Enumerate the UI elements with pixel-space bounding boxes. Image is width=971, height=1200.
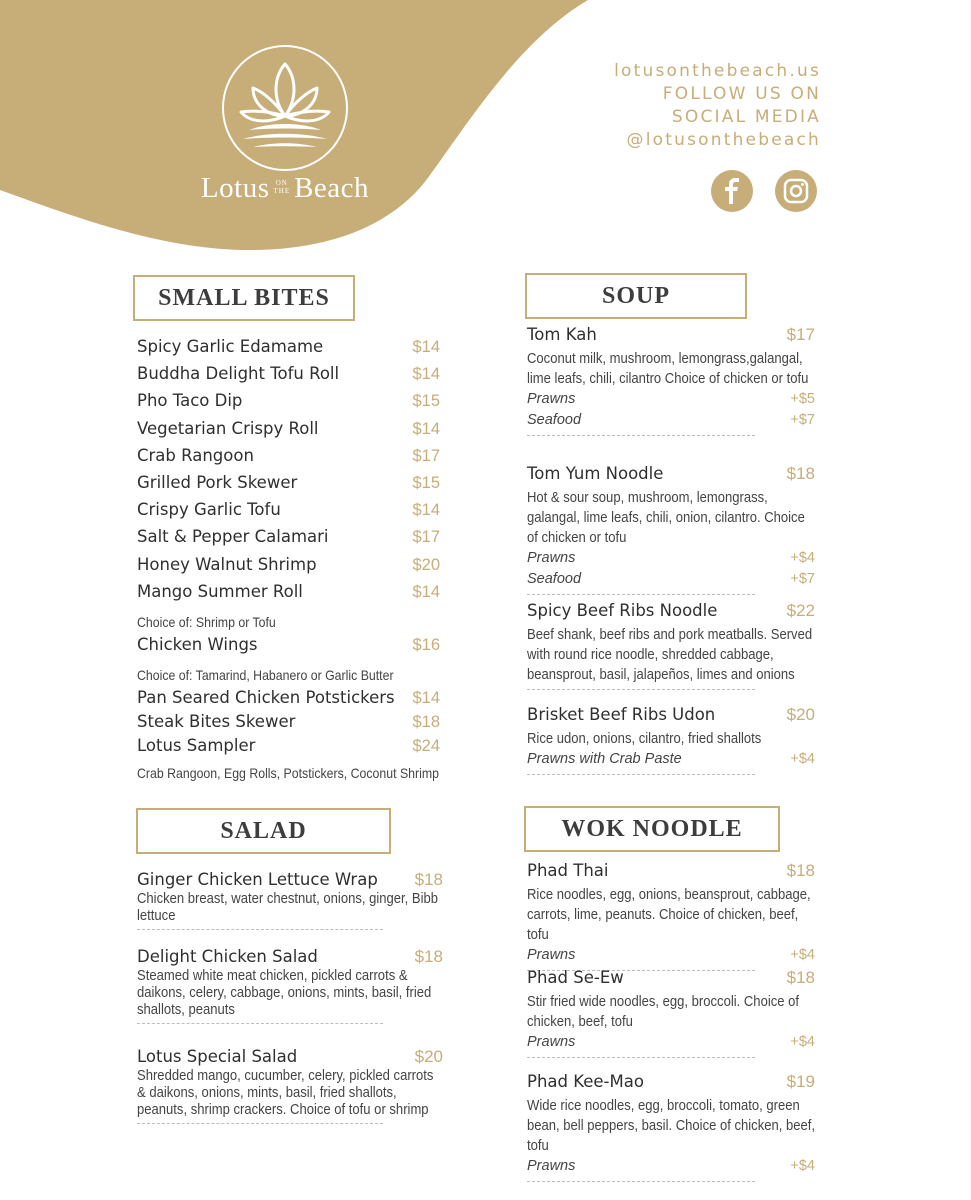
menu-item-name: Honey Walnut Shrimp — [137, 554, 317, 574]
menu-item — [137, 1047, 443, 1124]
menu-item-name: Tom Kah — [527, 325, 597, 344]
wok-noodle-title: WOK NOODLE — [524, 806, 780, 852]
menu-item — [527, 1072, 815, 1182]
brand-name: Lotus ON THE Beach — [200, 172, 370, 204]
menu-item — [527, 325, 815, 436]
item-note: Crab Rangoon, Egg Rolls, Potstickers, Coconut Shrimp — [137, 765, 439, 782]
menu-item — [137, 582, 440, 609]
addon-price: +$4 — [790, 1034, 815, 1050]
menu-item-price: $14 — [412, 501, 440, 520]
item-divider — [527, 689, 755, 690]
addon-label: Prawns — [527, 947, 576, 963]
menu-item-header — [527, 464, 815, 484]
menu-item-addon — [527, 1032, 815, 1053]
menu-item — [137, 391, 440, 418]
menu-item-price: $14 — [412, 582, 440, 601]
menu-item — [137, 688, 440, 712]
menu-item-addon — [527, 1156, 815, 1177]
menu-item-name: Pan Seared Chicken Potstickers — [137, 688, 395, 708]
menu-item-name: Phad Kee-Mao — [527, 1072, 644, 1091]
small-bites-list — [137, 337, 440, 786]
addon-price: +$4 — [790, 751, 815, 767]
menu-item-addon — [527, 548, 815, 569]
menu-item-addon — [527, 749, 815, 770]
menu-item-price: $15 — [412, 392, 440, 411]
item-divider — [137, 1023, 383, 1024]
menu-item-name: Spicy Beef Ribs Noodle — [527, 601, 718, 620]
addon-label: Prawns — [527, 1158, 576, 1174]
menu-item-description: Chicken breast, water chestnut, onions, ginger, Bibb lettuce — [137, 891, 439, 924]
menu-item-price: $22 — [786, 601, 815, 620]
menu-item-price: $18 — [786, 861, 815, 880]
item-divider — [527, 435, 755, 436]
menu-item-addon — [527, 569, 815, 590]
item-divider — [527, 1057, 755, 1058]
follow-line-2: SOCIAL MEDIA — [671, 107, 821, 127]
item-note: Choice of: Tamarind, Habanero or Garlic Butter — [137, 667, 394, 684]
menu-item — [527, 464, 815, 595]
menu-item-name: Crab Rangoon — [137, 445, 254, 465]
menu-item-price: $18 — [786, 968, 815, 987]
instagram-icon[interactable] — [775, 170, 817, 212]
facebook-icon[interactable] — [711, 170, 753, 212]
menu-item-description: Rice noodles, egg, onions, beansprout, cabbage, carrots, lime, peanuts. Choice of chicken, beef, tofu — [527, 887, 811, 943]
header-wave — [0, 0, 971, 260]
menu-item-price: $18 — [786, 464, 815, 483]
item-divider — [527, 1181, 755, 1182]
menu-item-price: $16 — [412, 635, 440, 654]
social-info — [614, 60, 821, 152]
menu-item — [137, 500, 440, 527]
menu-item-price: $14 — [412, 419, 440, 438]
menu-item-description: Coconut milk, mushroom, lemongrass,galangal, lime leafs, chili, cilantro Choice of chicken or tofu — [527, 351, 809, 387]
menu-item-name: Delight Chicken Salad — [137, 947, 318, 966]
addon-price: +$7 — [790, 412, 815, 428]
menu-item-description: Wide rice noodles, egg, broccoli, tomato, green bean, bell peppers, basil. Choice of chicken, beef, tofu — [527, 1098, 816, 1154]
menu-item-header — [137, 947, 443, 967]
menu-item-price: $14 — [412, 689, 440, 708]
menu-item-header — [137, 1047, 443, 1067]
menu-item — [527, 601, 815, 690]
website-link[interactable]: lotusonthebeach.us — [614, 61, 821, 81]
menu-item — [137, 736, 440, 760]
salad-title: SALAD — [136, 808, 391, 854]
menu-item — [137, 947, 443, 1024]
menu-item-name: Pho Taco Dip — [137, 391, 243, 411]
menu-item-name: Crispy Garlic Tofu — [137, 500, 281, 520]
brand-logo — [190, 42, 380, 212]
menu-item — [527, 968, 815, 1058]
menu-item-header — [527, 705, 815, 725]
addon-label: Prawns — [527, 391, 576, 407]
social-handle[interactable]: @lotusonthebeach — [626, 130, 821, 150]
item-divider — [137, 1123, 383, 1124]
addon-label: Prawns with Crab Paste — [527, 751, 682, 767]
menu-item-price: $20 — [414, 1047, 443, 1066]
menu-item-description: Hot & sour soup, mushroom, lemongrass, galangal, lime leafs, chili, onion, cilantro. Choice of chicken or tofu — [527, 490, 805, 546]
menu-item-header — [527, 325, 815, 345]
addon-label: Seafood — [527, 412, 582, 428]
menu-item-price: $17 — [412, 528, 440, 547]
lotus-icon — [219, 42, 351, 174]
menu-item-name: Phad Thai — [527, 861, 609, 880]
menu-item-description: Beef shank, beef ribs and pork meatballs. Served with round rice noodle, shredded cabbage, beansprout, basil, jalapeños, limes and onions — [527, 627, 813, 683]
menu-item-header — [527, 861, 815, 881]
item-note: Choice of: Shrimp or Tofu — [137, 613, 276, 630]
menu-item-name: Ginger Chicken Lettuce Wrap — [137, 870, 378, 889]
soup-title: SOUP — [525, 273, 747, 319]
menu-item-price: $14 — [412, 338, 440, 356]
menu-item — [527, 705, 815, 775]
menu-item-price: $18 — [414, 870, 443, 889]
menu-item-name: Brisket Beef Ribs Udon — [527, 705, 716, 724]
menu-item-addon — [527, 945, 815, 966]
menu-item-name: Salt & Pepper Calamari — [137, 527, 329, 547]
addon-price: +$4 — [790, 1158, 815, 1174]
menu-item — [137, 419, 440, 446]
follow-line-1: FOLLOW US ON — [662, 84, 821, 104]
addon-price: +$5 — [790, 391, 815, 407]
social-icons — [711, 170, 817, 212]
menu-item-description: Steamed white meat chicken, pickled carrots & daikons, celery, cabbage, onions, mints, basil, fried shallots, peanuts — [137, 968, 432, 1018]
menu-item — [137, 364, 440, 391]
menu-item-name: Buddha Delight Tofu Roll — [137, 364, 340, 384]
menu-item-description: Stir fried wide noodles, egg, broccoli. Choice of chicken, beef, tofu — [527, 994, 800, 1030]
menu-item — [137, 555, 440, 582]
menu-item-price: $17 — [786, 325, 815, 344]
menu-item-price: $20 — [412, 555, 440, 574]
menu-item-name: Phad Se-Ew — [527, 968, 624, 987]
menu-item-name: Tom Yum Noodle — [527, 464, 664, 483]
menu-item-name: Vegetarian Crispy Roll — [137, 418, 319, 438]
menu-item — [137, 712, 440, 736]
menu-item — [137, 870, 443, 930]
addon-label: Prawns — [527, 1034, 576, 1050]
menu-item — [137, 446, 440, 473]
menu-item-name: Steak Bites Skewer — [137, 712, 296, 732]
menu-item-description: Rice udon, onions, cilantro, fried shallots — [527, 731, 762, 747]
menu-item — [527, 861, 815, 971]
menu-item — [137, 527, 440, 554]
menu-item-price: $18 — [414, 947, 443, 966]
menu-item-price: $14 — [412, 365, 440, 384]
item-divider — [527, 594, 755, 595]
menu-item-header — [527, 601, 815, 621]
menu-item-addon — [527, 410, 815, 431]
addon-label: Prawns — [527, 550, 576, 566]
menu-item-header — [137, 870, 443, 890]
menu-item-name: Lotus Special Salad — [137, 1047, 298, 1066]
item-divider — [527, 774, 755, 775]
menu-item-name: Chicken Wings — [137, 634, 258, 654]
item-divider — [137, 929, 383, 930]
menu-item-price: $20 — [786, 705, 815, 724]
menu-item — [137, 473, 440, 500]
menu-item-price: $15 — [412, 473, 440, 492]
menu-item-description: Shredded mango, cucumber, celery, pickled carrots & daikons, onions, mints, basil, fried shallots, peanuts, shrimp crackers. Choice of tofu or shrimp — [137, 1068, 434, 1118]
menu-item-header — [527, 1072, 815, 1092]
menu-item — [137, 337, 440, 364]
addon-price: +$4 — [790, 550, 815, 566]
menu-item-name: Lotus Sampler — [137, 736, 256, 756]
menu-item-price: $17 — [412, 446, 440, 465]
menu-item-name: Mango Summer Roll — [137, 581, 303, 601]
addon-label: Seafood — [527, 571, 582, 587]
menu-item-price: $24 — [412, 737, 440, 756]
addon-price: +$7 — [790, 571, 815, 587]
menu-item-price: $18 — [412, 713, 440, 732]
menu-item-price: $19 — [786, 1072, 815, 1091]
small-bites-title: SMALL BITES — [133, 275, 355, 321]
addon-price: +$4 — [790, 947, 815, 963]
menu-item-name: Grilled Pork Skewer — [137, 472, 298, 492]
menu-item-name: Spicy Garlic Edamame — [137, 337, 324, 356]
menu-item-header — [527, 968, 815, 988]
menu-item-addon — [527, 389, 815, 410]
menu-item — [137, 635, 440, 662]
